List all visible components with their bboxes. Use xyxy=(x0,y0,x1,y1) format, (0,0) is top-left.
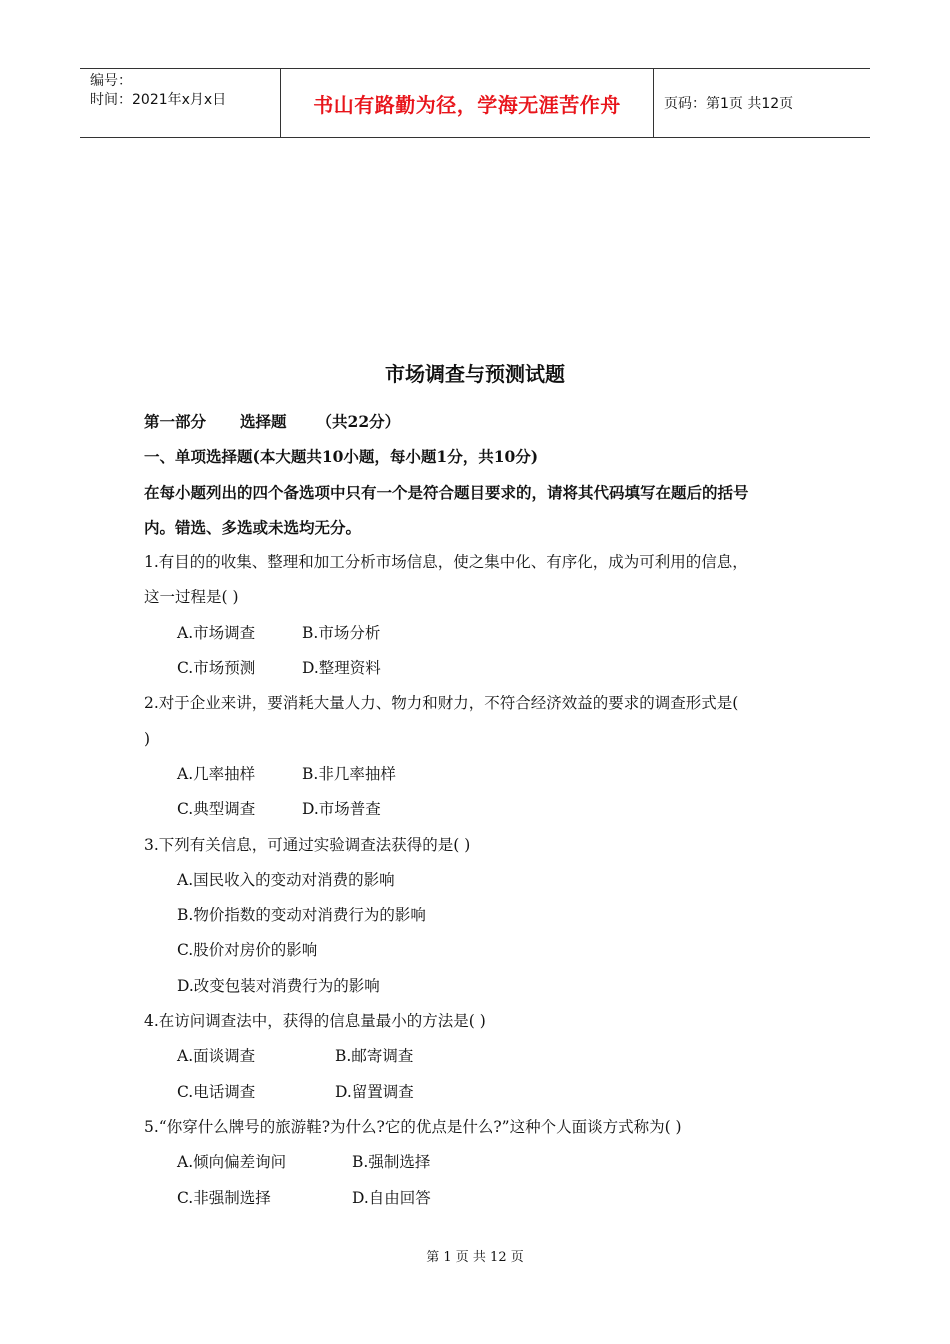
part-points: （共22分） xyxy=(316,412,401,431)
question-5-options-row-2 xyxy=(144,1181,824,1216)
page-header xyxy=(80,68,870,138)
option-d: D.留置调查 xyxy=(335,1082,414,1101)
question-4-stem: 4.在访问调查法中，获得的信息量最小的方法是( ) xyxy=(144,1012,486,1031)
date-label: 时间：2021年x月x日 xyxy=(90,92,227,108)
part-type: 选择题 xyxy=(240,412,287,431)
option-d: D.整理资料 xyxy=(302,659,381,678)
option-a: A.市场调查 xyxy=(177,623,256,642)
option-c: C.典型调查 xyxy=(177,800,256,819)
question-3-option-a: A.国民收入的变动对消费的影响 xyxy=(177,870,395,889)
question-4-options-row-1 xyxy=(144,1039,824,1074)
question-3-option-b: B.物价指数的变动对消费行为的影响 xyxy=(177,906,426,925)
option-c: C.电话调查 xyxy=(177,1082,256,1101)
question-1-stem-cont: 这一过程是( ) xyxy=(144,588,239,607)
section-instruction-1: 在每小题列出的四个备选项中只有一个是符合题目要求的，请将其代码填写在题后的括号 xyxy=(144,482,749,502)
question-4-options-row-2 xyxy=(144,1075,824,1110)
header-motto: 书山有路勤为径，学海无涯苦作舟 xyxy=(281,69,654,137)
option-c: C.市场预测 xyxy=(177,659,256,678)
part-name: 第一部分 xyxy=(144,412,207,431)
header-meta xyxy=(80,69,281,137)
question-2-options-row-1 xyxy=(144,757,824,792)
section-instruction-2: 内。错选、多选或未选均无分。 xyxy=(144,517,362,537)
part-heading xyxy=(144,404,824,439)
question-2-stem: 2.对于企业来讲，要消耗大量人力、物力和财力，不符合经济效益的要求的调查形式是( xyxy=(144,694,739,713)
option-b: B.非几率抽样 xyxy=(302,764,396,783)
question-3-option-d: D.改变包装对消费行为的影响 xyxy=(177,976,380,995)
question-3-option-c: C.股价对房价的影响 xyxy=(177,941,318,960)
option-a: A.倾向偏差询问 xyxy=(177,1153,287,1172)
option-d: D.自由回答 xyxy=(352,1188,431,1207)
option-c: C.非强制选择 xyxy=(177,1188,271,1207)
option-a: A.几率抽样 xyxy=(177,764,256,783)
option-d: D.市场普查 xyxy=(302,800,381,819)
question-5-options-row-1 xyxy=(144,1145,824,1180)
option-b: B.强制选择 xyxy=(352,1153,431,1172)
option-a: A.面谈调查 xyxy=(177,1047,256,1066)
header-page-label: 页码：第1页 共12页 xyxy=(664,96,794,112)
section-heading: 一、单项选择题(本大题共10小题，每小题1分，共10分) xyxy=(144,447,539,467)
option-b: B.邮寄调查 xyxy=(335,1047,414,1066)
question-2-options-row-2 xyxy=(144,792,824,827)
page-title: 市场调查与预测试题 xyxy=(385,362,565,386)
question-2-stem-cont: ) xyxy=(144,729,151,748)
question-3-stem: 3.下列有关信息，可通过实验调查法获得的是( ) xyxy=(144,835,471,854)
question-5-stem: 5.“你穿什么牌号的旅游鞋?为什么?它的优点是什么?”这种个人面谈方式称为( ) xyxy=(144,1117,682,1136)
id-label: 编号： xyxy=(90,73,132,89)
exam-content xyxy=(144,404,824,1216)
question-1-stem: 1.有目的的收集、整理和加工分析市场信息，使之集中化、有序化，成为可利用的信息， xyxy=(144,553,748,572)
option-b: B.市场分析 xyxy=(302,623,381,642)
question-1-options-row-2 xyxy=(144,651,824,686)
question-1-options-row-1 xyxy=(144,616,824,651)
page-footer: 第 1 页 共 12 页 xyxy=(426,1250,524,1265)
